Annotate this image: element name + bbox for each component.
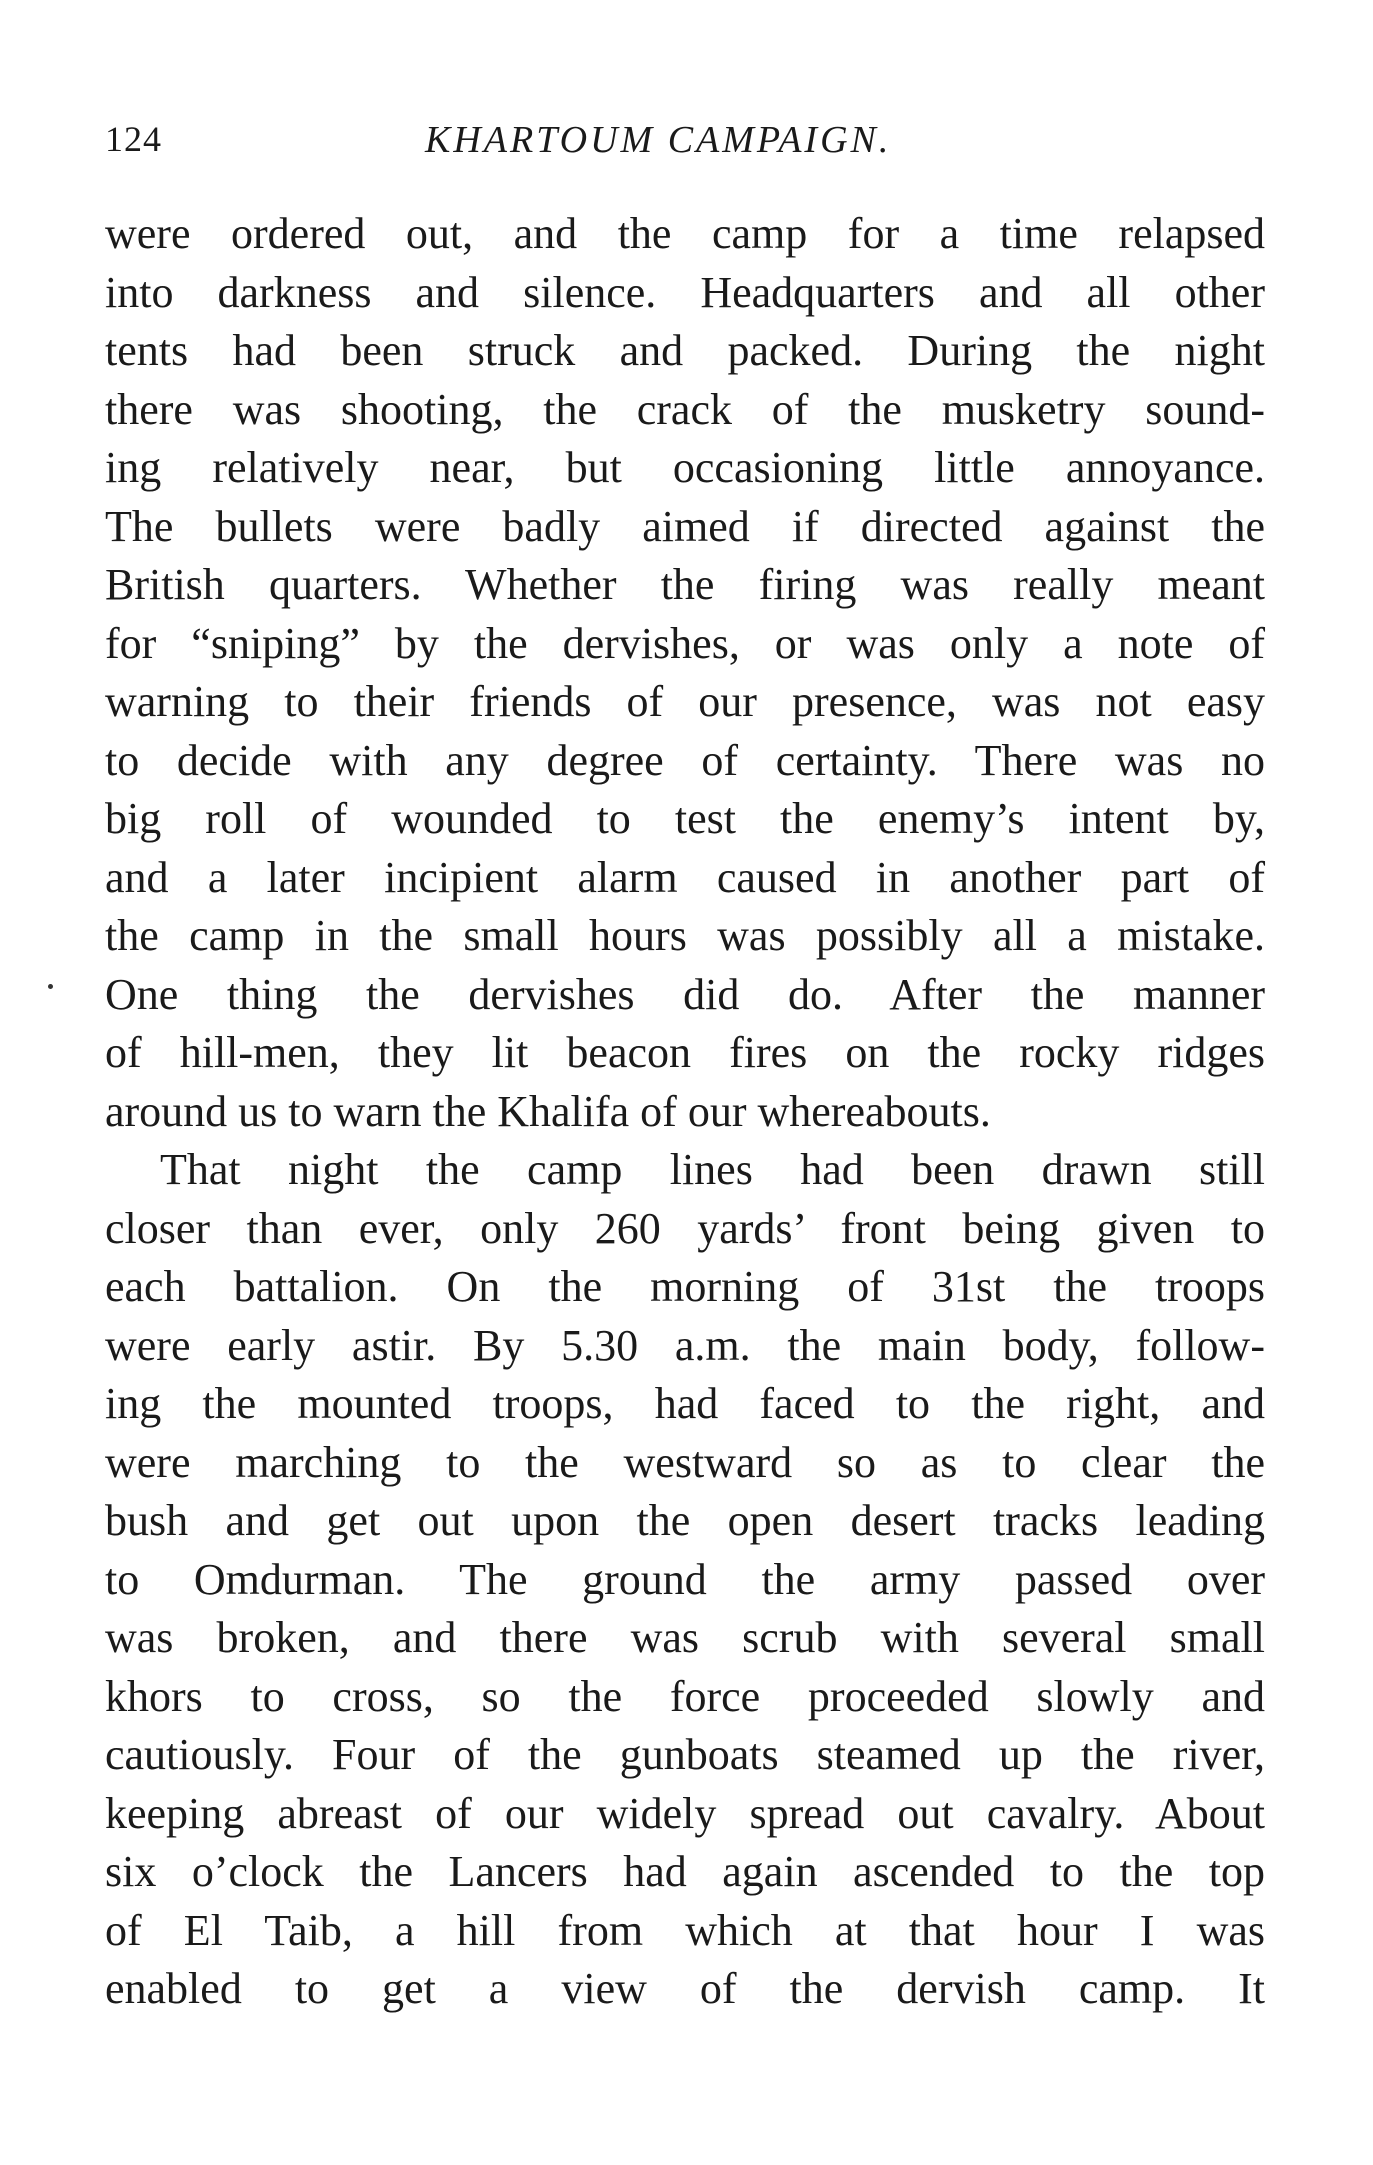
paragraph-2 bbox=[105, 1141, 1265, 2019]
paragraph-1 bbox=[105, 205, 1265, 1141]
text-line: cautiously. Four of the gunboats steamed up the river, bbox=[105, 1730, 1265, 1779]
text-line: six o’clock the Lancers had again ascended to the top bbox=[105, 1847, 1265, 1896]
page-number: 124 bbox=[105, 119, 162, 159]
text-line: were marching to the westward so as to clear the bbox=[105, 1437, 1265, 1487]
text-line: bush and get out upon the open desert tracks leading bbox=[105, 1496, 1265, 1545]
text-line: was broken, and there was scrub with several small bbox=[105, 1613, 1265, 1662]
text-line: of El Taib, a hill from which at that hour I was bbox=[105, 1905, 1265, 1955]
text-line: tents had been struck and packed. During the night bbox=[105, 326, 1265, 375]
running-title: KHARTOUM CAMPAIGN. bbox=[425, 119, 892, 161]
text-line: ing the mounted troops, had faced to the right, and bbox=[105, 1379, 1265, 1428]
text-line: were early astir. By 5.30 a.m. the main body, follow- bbox=[105, 1320, 1265, 1370]
text-line: for “sniping” by the dervishes, or was only a note of bbox=[105, 618, 1265, 668]
text-line: to Omdurman. The ground the army passed over bbox=[105, 1554, 1265, 1604]
text-line: the camp in the small hours was possibly all a mistake. bbox=[105, 911, 1265, 960]
text-line: enabled to get a view of the dervish camp. It bbox=[105, 1964, 1265, 2013]
text-line: closer than ever, only 260 yards’ front being given to bbox=[105, 1203, 1265, 1253]
text-line: to decide with any degree of certainty. There was no bbox=[105, 735, 1265, 785]
text-line: keeping abreast of our widely spread out cavalry. About bbox=[105, 1788, 1265, 1838]
text-line: The bullets were badly aimed if directed against the bbox=[105, 501, 1265, 551]
text-line: each battalion. On the morning of 31st the troops bbox=[105, 1262, 1265, 1311]
text-line: there was shooting, the crack of the musketry sound- bbox=[105, 384, 1265, 434]
text-line: warning to their friends of our presence, was not easy bbox=[105, 677, 1265, 726]
text-line: big roll of wounded to test the enemy’s intent by, bbox=[105, 794, 1265, 843]
text-line: into darkness and silence. Headquarters and all other bbox=[105, 267, 1265, 317]
text-line: and a later incipient alarm caused in another part of bbox=[105, 852, 1265, 902]
text-line: One thing the dervishes did do. After the manner bbox=[105, 969, 1265, 1019]
text-line: British quarters. Whether the firing was really meant bbox=[105, 560, 1265, 609]
text-line: were ordered out, and the camp for a time relapsed bbox=[105, 209, 1265, 258]
text-line: khors to cross, so the force proceeded slowly and bbox=[105, 1671, 1265, 1721]
margin-mark bbox=[48, 984, 53, 989]
running-head bbox=[105, 118, 1265, 168]
text-line: That night the camp lines had been drawn still bbox=[160, 1145, 1265, 1194]
body-text bbox=[105, 205, 1265, 2019]
text-line: of hill-men, they lit beacon fires on the rocky ridges bbox=[105, 1028, 1265, 1077]
text-line: around us to warn the Khalifa of our whereabouts. bbox=[105, 1086, 991, 1136]
text-line: ing relatively near, but occasioning little annoyance. bbox=[105, 443, 1265, 492]
